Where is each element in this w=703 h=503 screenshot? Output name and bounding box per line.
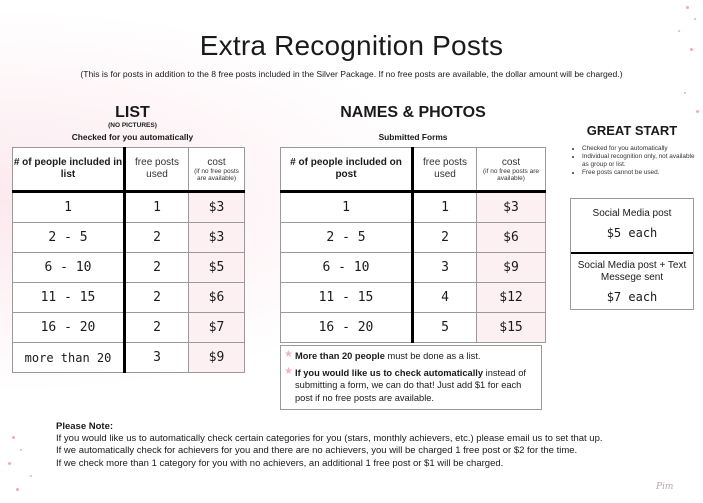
note-item <box>284 350 539 363</box>
list-note: (NO PICTURES) <box>108 122 157 129</box>
people-column-header: # of people included on post <box>281 148 413 192</box>
note-text: must be done as a list. <box>384 351 481 361</box>
table-row <box>13 283 245 313</box>
great-start-item-label: Social Media post <box>592 208 672 219</box>
free-posts-cell: 4 <box>413 283 477 313</box>
decorative-dot <box>8 462 11 465</box>
free-posts-cell: 3 <box>125 343 189 373</box>
please-note-line: If we check more than 1 category for you with no achievers, an additional 1 free post or $1 will be charged. <box>56 457 504 469</box>
star-icon: ★ <box>284 349 293 360</box>
table-row <box>13 223 245 253</box>
free-posts-cell: 5 <box>413 313 477 343</box>
list-item: • Individual recognition only, not available as group or list. <box>582 153 700 169</box>
cost-cell: $3 <box>189 192 245 223</box>
list-pricing-table <box>12 147 245 373</box>
great-start-item-price: $7 each <box>606 290 658 304</box>
free-posts-cell: 3 <box>413 253 477 283</box>
star-icon: ★ <box>284 365 293 377</box>
decorative-dot <box>696 110 699 113</box>
free-posts-column-header: free posts used <box>125 148 189 192</box>
cost-header-note: (if no free posts are available) <box>483 167 539 182</box>
free-posts-column-header: free posts used <box>413 148 477 192</box>
free-posts-cell: 2 <box>125 313 189 343</box>
free-posts-cell: 2 <box>125 223 189 253</box>
free-posts-cell: 2 <box>413 223 477 253</box>
note-item <box>284 367 539 405</box>
great-start-bullets <box>570 145 700 177</box>
cost-column-header <box>189 148 245 192</box>
decorative-dot <box>30 475 32 477</box>
table-header-row <box>13 148 245 192</box>
names-photos-heading: NAMES & PHOTOS <box>340 104 486 121</box>
brand-logo: Pim <box>656 482 674 492</box>
list-subheading: Checked for you automatically <box>71 132 194 142</box>
table-row <box>13 313 245 343</box>
please-note-line: If we automatically check for achievers for you and there are no achievers, you will be charged 1 free post or $2 for the time. <box>56 445 578 457</box>
great-start-item <box>571 199 693 254</box>
table-row <box>281 313 546 343</box>
note-text: instead of submitting a form, we can do that! Just add $1 for each post if no free posts are available. <box>295 367 526 403</box>
list-item: • Free posts cannot be used. <box>582 169 700 177</box>
names-photos-pricing-table <box>280 147 546 343</box>
people-cell: 1 <box>281 192 413 223</box>
table-row <box>281 223 546 253</box>
table-header-row <box>281 148 546 192</box>
page-subtitle: (This is for posts in addition to the 8 free posts included in the Silver Package. If no free posts are available, the dollar amount will be charged.) <box>80 69 623 79</box>
table-row <box>13 253 245 283</box>
list-item: • Checked for you automatically <box>582 145 700 153</box>
cost-header-note: (if no free posts are available) <box>194 167 239 182</box>
decorative-dot <box>16 488 19 491</box>
table-row <box>13 192 245 223</box>
decorative-dot <box>690 48 693 51</box>
people-cell: 6 - 10 <box>13 253 125 283</box>
names-photos-notes <box>280 345 542 410</box>
great-start-item <box>571 254 693 309</box>
free-posts-cell: 2 <box>125 283 189 313</box>
free-posts-cell: 1 <box>125 192 189 223</box>
cost-cell: $3 <box>189 223 245 253</box>
decorative-dot <box>694 18 696 20</box>
people-cell: more than 20 <box>13 343 125 373</box>
free-posts-cell: 2 <box>125 253 189 283</box>
names-photos-subheading: Submitted Forms <box>378 132 448 142</box>
please-note-block <box>56 421 696 470</box>
cost-header-label: cost <box>207 156 226 168</box>
please-note-heading: Please Note: <box>56 421 114 432</box>
cost-cell: $3 <box>477 192 546 223</box>
cost-cell: $15 <box>477 313 546 343</box>
decorative-dot <box>20 449 22 451</box>
great-start-item-label: Social Media post + Text Messege sent <box>577 260 687 283</box>
decorative-dot <box>684 92 686 94</box>
table-row <box>281 253 546 283</box>
cost-header-label: cost <box>501 156 521 168</box>
cost-cell: $9 <box>477 253 546 283</box>
people-cell: 2 - 5 <box>13 223 125 253</box>
decorative-dot <box>12 436 15 439</box>
great-start-item-price: $5 each <box>606 226 658 240</box>
people-cell: 11 - 15 <box>13 283 125 313</box>
note-bold: More than 20 people <box>295 351 385 361</box>
people-cell: 16 - 20 <box>13 313 125 343</box>
people-cell: 1 <box>13 192 125 223</box>
note-bold: If you would like us to check automatically <box>295 367 484 378</box>
cost-cell: $6 <box>189 283 245 313</box>
people-cell: 6 - 10 <box>281 253 413 283</box>
page-title: Extra Recognition Posts <box>199 30 504 61</box>
table-row <box>281 283 546 313</box>
decorative-dot <box>678 30 680 32</box>
table-row <box>13 343 245 373</box>
please-note-line: If you would like us to automatically check certain categories for you (stars, monthly achievers, etc.) please email us to set that up. <box>56 433 603 445</box>
cost-cell: $9 <box>189 343 245 373</box>
people-cell: 16 - 20 <box>281 313 413 343</box>
cost-column-header <box>477 148 546 192</box>
great-start-heading: GREAT START <box>586 123 678 138</box>
cost-cell: $5 <box>189 253 245 283</box>
decorative-dot <box>686 6 689 9</box>
table-row <box>281 192 546 223</box>
cost-cell: $6 <box>477 223 546 253</box>
people-cell: 2 - 5 <box>281 223 413 253</box>
cost-cell: $7 <box>189 313 245 343</box>
people-column-header: # of people included in list <box>13 148 125 192</box>
great-start-pricing-box <box>570 198 694 310</box>
cost-cell: $12 <box>477 283 546 313</box>
people-cell: 11 - 15 <box>281 283 413 313</box>
free-posts-cell: 1 <box>413 192 477 223</box>
list-heading: LIST <box>115 104 150 121</box>
